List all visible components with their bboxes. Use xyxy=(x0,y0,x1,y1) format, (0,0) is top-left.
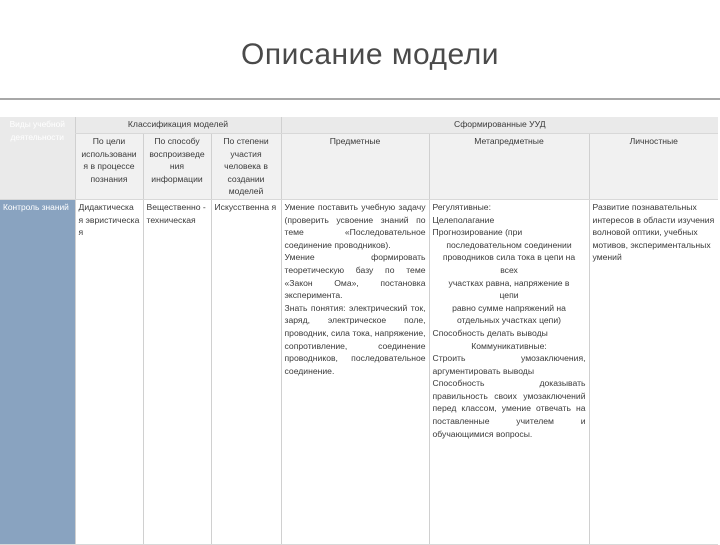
header-classification: Классификация моделей xyxy=(75,117,281,134)
meta-line: Коммуникативные: xyxy=(471,340,547,351)
meta-line: последовательном соединении xyxy=(446,239,572,250)
title-divider xyxy=(0,98,720,100)
meta-line: Целеполагание xyxy=(432,214,495,225)
header-uud: Сформированные УУД xyxy=(281,117,718,134)
meta-line: участках равна, напряжение в xyxy=(448,277,570,288)
header-activity: Виды учебной деятельности xyxy=(0,117,75,199)
cell-method: Вещественно - техническая xyxy=(143,199,211,544)
cell-personal: Развитие познавательных интересов в области изучения волновой оптики, учебных мотивов, экспериментальных умений xyxy=(589,199,718,544)
header-personal: Личностные xyxy=(589,134,718,200)
meta-line: цепи xyxy=(499,290,519,301)
cell-participation: Искусственна я xyxy=(211,199,281,544)
meta-line: проводников сила тока в цепи на xyxy=(442,252,576,263)
header-by-participation: По степени участия человека в создании моделей xyxy=(211,134,281,200)
cell-purpose: Дидактическа я эвристическа я xyxy=(75,199,143,544)
meta-line: Строить умозаключения, аргументировать выводы xyxy=(432,353,586,376)
model-description-table xyxy=(0,117,718,545)
subject-para-3: Знать понятия: электрический ток, заряд, электрическое поле, проводник, сила тока, напряжение, сопротивление, соединение проводников, последовательное соединение. xyxy=(284,302,426,376)
meta-line: Способность делать выводы xyxy=(432,327,548,338)
header-by-purpose: По цели использовани я в процессе познания xyxy=(75,134,143,200)
meta-line: Прогнозирование (при xyxy=(432,227,523,238)
cell-subject xyxy=(281,199,429,544)
header-by-method: По способу воспроизведе ния информации xyxy=(143,134,211,200)
header-metasubject: Метапредметные xyxy=(429,134,589,200)
subject-para-2: Умение формировать теоретическую базу по теме «Закон Ома», постановка эксперимента. xyxy=(284,252,426,301)
meta-line: равно сумме напряжений на xyxy=(452,302,566,313)
page-title: Описание модели xyxy=(241,38,499,71)
cell-metasubject xyxy=(429,199,589,544)
header-subject: Предметные xyxy=(281,134,429,200)
subject-para-1: Умение поставить учебную задачу (проверить усвоение знаний по теме «Последовательное соединение проводников). xyxy=(284,201,426,250)
meta-line: Способность доказывать правильность своих умозаключений перед классом, умение отвечать на поставленные учителем и обучающимися вопросы. xyxy=(432,378,586,439)
cell-activity: Контроль знаний xyxy=(0,199,75,544)
meta-line: всех xyxy=(500,264,518,275)
meta-line: Регулятивные: xyxy=(432,201,491,212)
meta-line: отдельных участках цепи) xyxy=(457,315,561,326)
